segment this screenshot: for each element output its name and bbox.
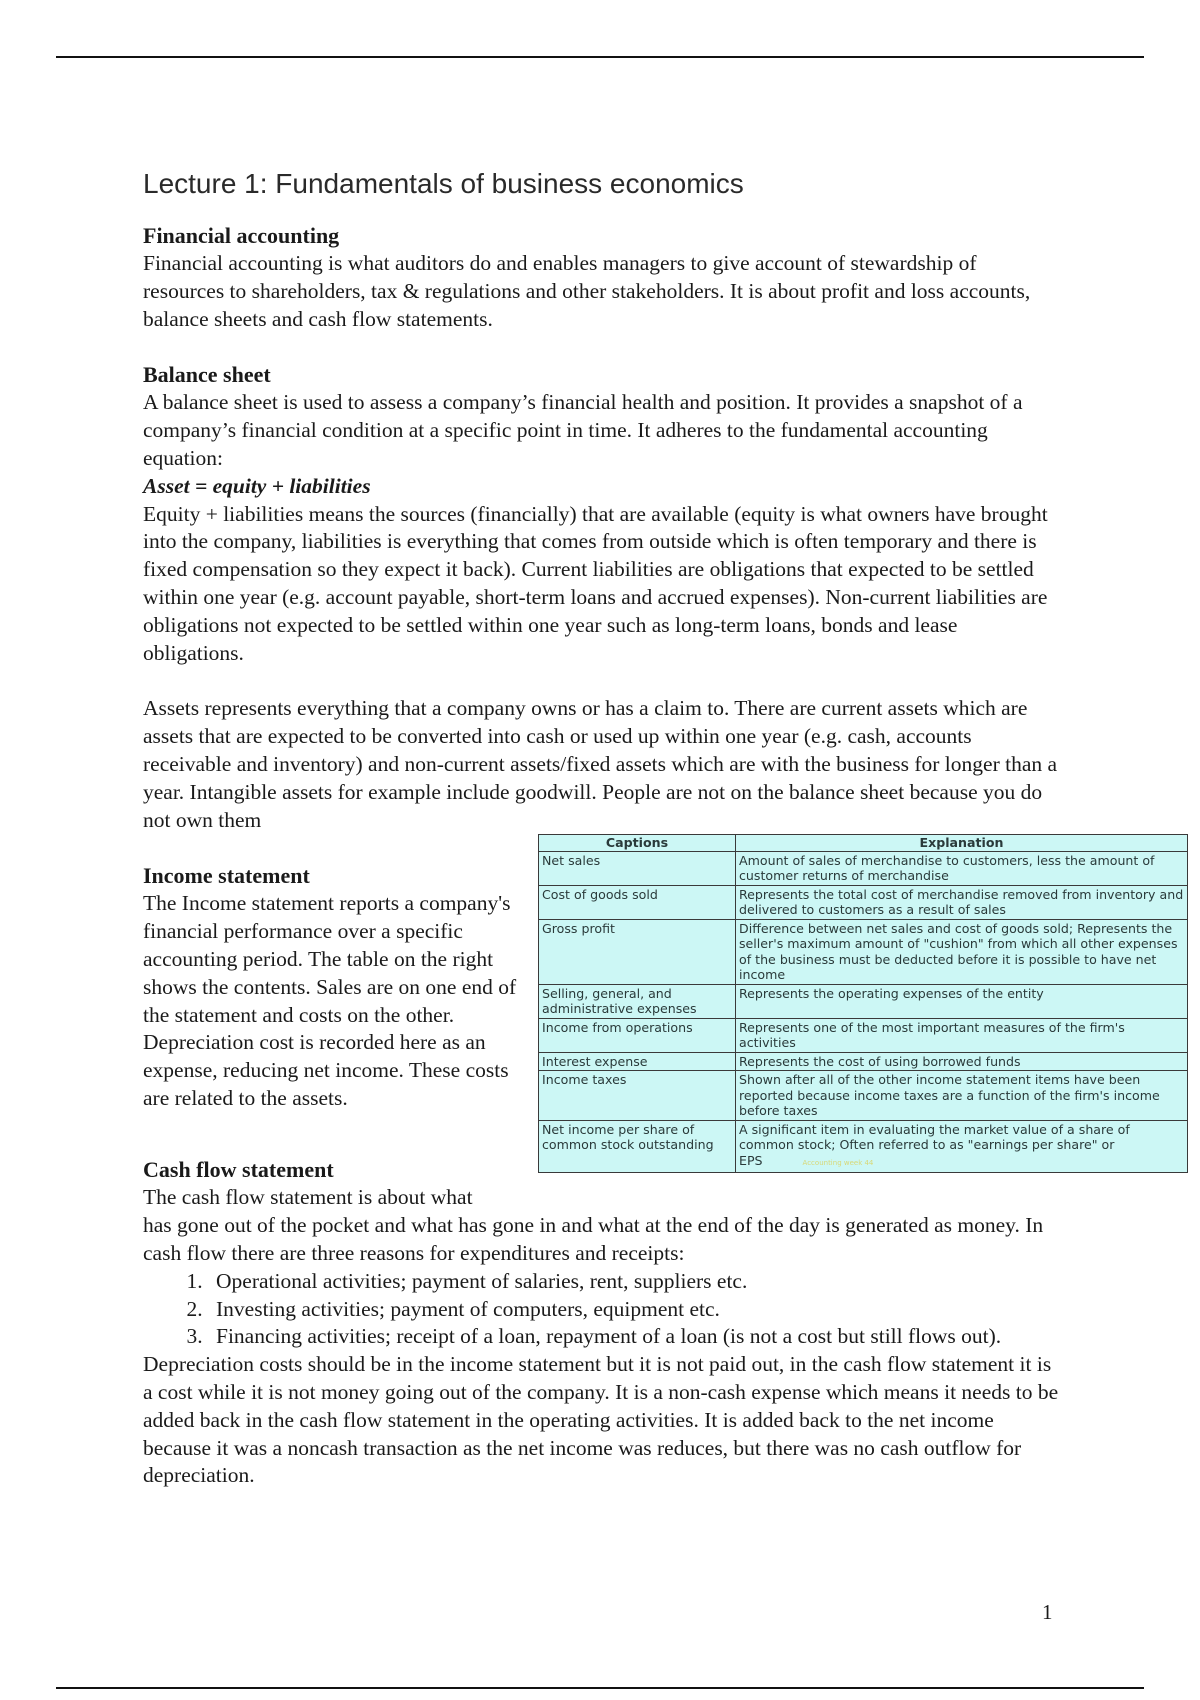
document-body [143,168,1184,1490]
watermark-text: Accounting week 44 [802,1158,874,1167]
balance-sheet-text-2: Equity + liabilities means the sources (financially) that are available (equity is what owners have brought into the company, liabilities is everything that comes from outside which is often temporary and there is fixed compensation so they expect it back). Current liabilities are obligations that expected to be settled within one year (e.g. account payable, short-term loans and accrued expenses). Non-current liabilities are obligations not expected to be settled within one year such as long-term loans, bonds and lease obligations. [143,501,1048,665]
table-cell-explanation [736,1120,1188,1173]
income-statement-text-column [143,862,523,1112]
table-cell-caption: Cost of goods sold [539,885,736,919]
table-cell-explanation: Amount of sales of merchandise to customers, less the amount of customer returns of merchandise [736,851,1188,885]
header-rule [56,56,1144,58]
table-header-explanation: Explanation [736,835,1188,852]
cash-flow-text: has gone out of the pocket and what has gone in and what at the end of the day is generated as money. In cash flow there are three reasons for expenditures and receipts: [143,1213,1044,1265]
table-cell-caption: Net income per share of common stock outstanding [539,1120,736,1173]
balance-sheet-text-1: A balance sheet is used to assess a company’s financial health and position. It provides a snapshot of a company’s financial condition at a specific point in time. It adheres to the fundamental accounting equation: [143,390,1023,470]
table-cell-explanation-text: A significant item in evaluating the market value of a share of common stock; Often referred to as "earnings per share" or EPS [739,1121,1130,1168]
table-row [539,919,1188,984]
section-heading-financial-accounting: Financial accounting [143,223,340,248]
table-row [539,1052,1188,1071]
list-item: 2. Investing activities; payment of computers, equipment etc. [208,1296,1063,1324]
table-header-captions: Captions [539,835,736,852]
list-item: 1. Operational activities; payment of salaries, rent, suppliers etc. [208,1268,1063,1296]
page-number: 1 [1042,1600,1053,1624]
table-cell-explanation: Represents one of the most important measures of the firm's activities [736,1018,1188,1052]
table-cell-explanation: Represents the operating expenses of the entity [736,984,1188,1018]
table-row [539,1071,1188,1121]
accounting-equation: Asset = equity + liabilities [143,473,371,498]
income-statement-text: The Income statement reports a company's financial performance over a specific accounting period. The table on the right shows the contents. Sales are on one end of the statement and costs on the other. Depreciation cost is recorded here as an expense, reducing net income. These costs are related to the assets. [143,891,517,1110]
section-heading-balance-sheet: Balance sheet [143,362,271,388]
table-cell-caption: Income from operations [539,1018,736,1052]
cash-flow-block [143,1156,1143,1490]
depreciation-text: Depreciation costs should be in the income statement but it is not paid out, in the cash flow statement it is a cost while it is not money going out of the company. It is a non-cash expense which means it needs to be added back in the cash flow statement in the operating activities. It is added back to the net income because it was a noncash transaction as the net income was reduces, but there was no cash outflow for depreciation. [143,1352,1059,1488]
table-cell-caption: Interest expense [539,1052,736,1071]
income-statement-table [538,834,1188,1173]
table-cell-caption: Income taxes [539,1071,736,1121]
footer-rule [56,1687,1144,1689]
section-heading-cash-flow: Cash flow statement [143,1157,334,1183]
table-row [539,1120,1188,1173]
cash-flow-text-start: The cash flow statement is about what [143,1185,473,1210]
income-statement-block [143,835,1184,1192]
table-row [539,885,1188,919]
page-title: Lecture 1: Fundamentals of business economics [143,168,744,199]
table-row [539,851,1188,885]
table-header-row [539,835,1188,852]
section-heading-income-statement: Income statement [143,863,310,889]
cash-flow-reasons-list [143,1268,1063,1351]
table-cell-caption: Selling, general, and administrative expenses [539,984,736,1018]
list-item: 3. Financing activities; receipt of a loan, repayment of a loan (is not a cost but still flows out). [208,1323,1063,1351]
balance-sheet-text-3: Assets represents everything that a company owns or has a claim to. There are current assets which are assets that are expected to be converted into cash or used up within one year (e.g. cash, accounts receivable and inventory) and non-current assets/fixed assets which are with the business for longer than a year. Intangible assets for example include goodwill. People are not on the balance sheet because you do not own them [143,696,1058,832]
table-row [539,984,1188,1018]
table-cell-caption: Gross profit [539,919,736,984]
table-cell-explanation: Difference between net sales and cost of goods sold; Represents the seller's maximum amount of "cushion" from which all other expenses of the business must be deducted before it is possible to have net income [736,919,1188,984]
table-row [539,1018,1188,1052]
table-cell-caption: Net sales [539,851,736,885]
table-cell-explanation: Represents the total cost of merchandise removed from inventory and delivered to customers as a result of sales [736,885,1188,919]
table-cell-explanation: Shown after all of the other income statement items have been reported because income taxes are a function of the firm's income before taxes [736,1071,1188,1121]
financial-accounting-text: Financial accounting is what auditors do and enables managers to give account of stewardship of resources to shareholders, tax & regulations and other stakeholders. It is about profit and loss accounts, balance sheets and cash flow statements. [143,251,1031,331]
table-cell-explanation: Represents the cost of using borrowed funds [736,1052,1188,1071]
